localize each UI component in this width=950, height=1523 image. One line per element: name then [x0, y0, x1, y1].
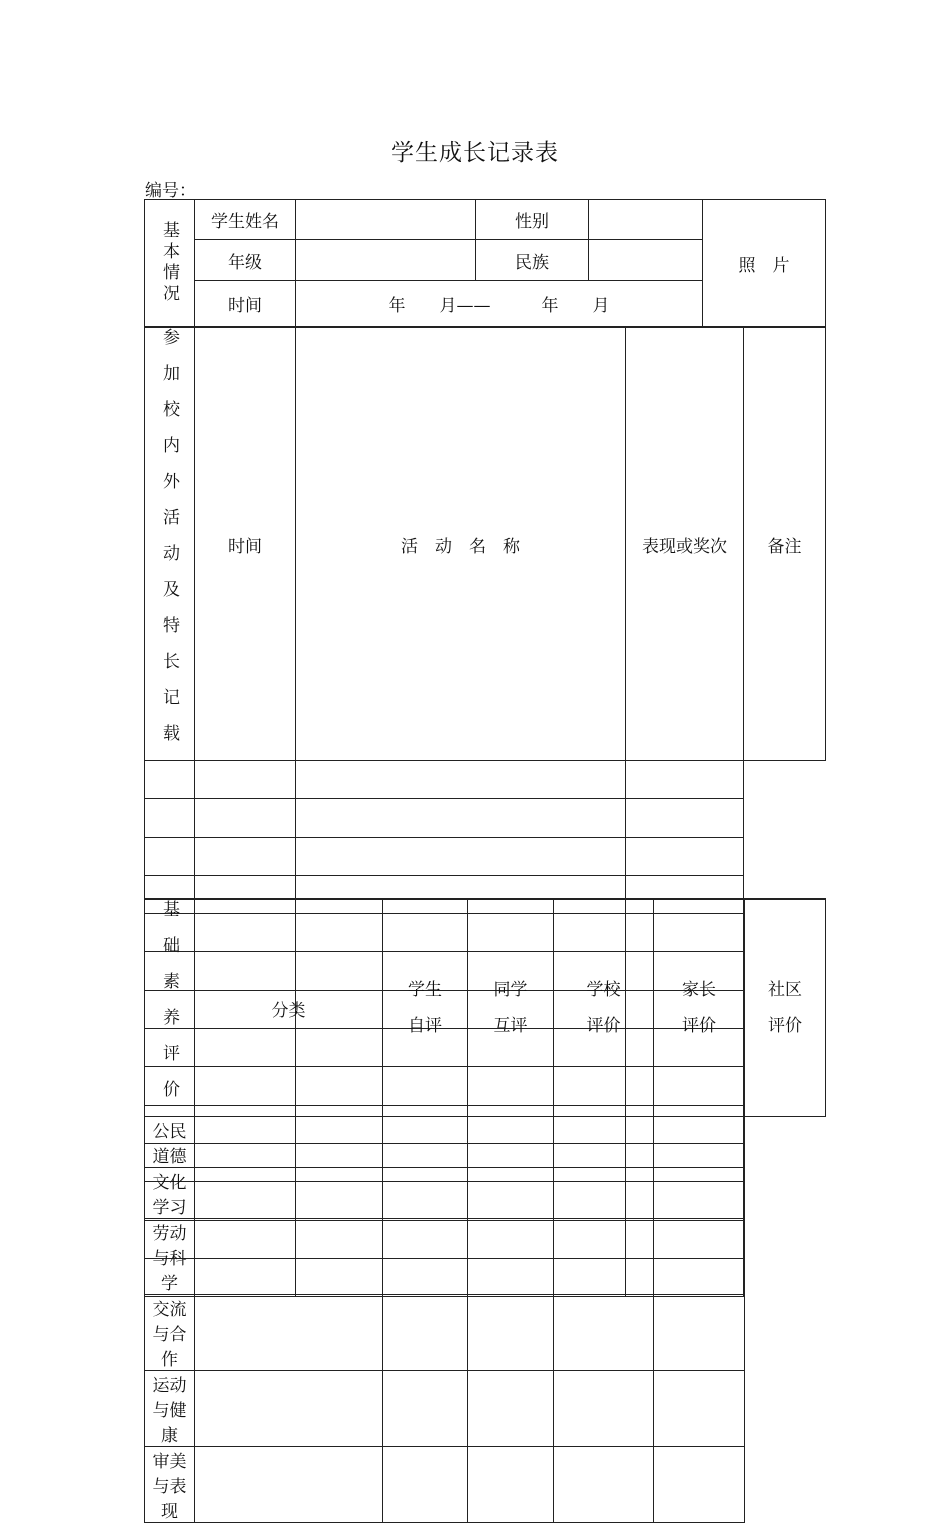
eval-header-community: 社区 评价	[745, 899, 826, 1117]
activity-row	[145, 761, 826, 799]
activity-row	[145, 799, 826, 837]
eval-cell-peer[interactable]	[383, 1295, 468, 1371]
activity-performance-cell[interactable]	[296, 761, 626, 799]
activity-name-cell[interactable]	[195, 799, 296, 837]
evaluation-category-label: 公民道德	[145, 1117, 195, 1168]
activity-time-cell[interactable]	[145, 761, 195, 799]
eval-cell-peer[interactable]	[383, 1447, 468, 1523]
activity-time-cell[interactable]	[145, 799, 195, 837]
eval-cell-community[interactable]	[654, 1295, 745, 1371]
category-header: 分类	[195, 899, 383, 1117]
eval-cell-community[interactable]	[654, 1117, 745, 1168]
eval-cell-self[interactable]	[195, 1117, 383, 1168]
grade-field[interactable]	[296, 240, 476, 281]
eval-header-peer: 同学 互评	[468, 899, 554, 1117]
eval-cell-community[interactable]	[654, 1447, 745, 1523]
evaluation-category-label: 运动与健康	[145, 1371, 195, 1447]
eval-cell-self[interactable]	[195, 1219, 383, 1295]
eval-cell-self[interactable]	[195, 1371, 383, 1447]
eval-header-parent: 家长 评价	[654, 899, 745, 1117]
eval-cell-community[interactable]	[654, 1371, 745, 1447]
activity-name-cell[interactable]	[195, 837, 296, 875]
evaluation-category-label: 劳动与科学	[145, 1219, 195, 1295]
basic-info-table	[144, 199, 826, 327]
eval-cell-school[interactable]	[468, 1371, 554, 1447]
activity-time-cell[interactable]	[145, 837, 195, 875]
activity-header-performance: 表现或奖次	[626, 327, 744, 761]
eval-cell-school[interactable]	[468, 1295, 554, 1371]
eval-cell-parent[interactable]	[554, 1447, 654, 1523]
photo-label: 照 片	[738, 255, 790, 276]
evaluation-table	[144, 898, 826, 1523]
eval-cell-parent[interactable]	[554, 1168, 654, 1219]
eval-cell-peer[interactable]	[383, 1168, 468, 1219]
eval-cell-peer[interactable]	[383, 1117, 468, 1168]
page-title: 学生成长记录表	[391, 140, 559, 166]
eval-cell-self[interactable]	[195, 1447, 383, 1523]
evaluation-category-label: 交流与合作	[145, 1295, 195, 1371]
eval-cell-parent[interactable]	[554, 1371, 654, 1447]
evaluation-row	[145, 1219, 826, 1295]
eval-cell-peer[interactable]	[383, 1371, 468, 1447]
activity-header-notes: 备注	[744, 327, 826, 761]
activity-performance-cell[interactable]	[296, 837, 626, 875]
evaluation-row	[145, 1371, 826, 1447]
evaluation-row	[145, 1295, 826, 1371]
serial-number-label: 编号：	[145, 181, 196, 201]
eval-cell-school[interactable]	[468, 1219, 554, 1295]
eval-cell-community[interactable]	[654, 1219, 745, 1295]
eval-cell-school[interactable]	[468, 1117, 554, 1168]
evaluation-category-label: 文化学习	[145, 1168, 195, 1219]
student-name-label: 学生姓名	[195, 200, 296, 240]
grade-label: 年级	[195, 240, 296, 281]
activity-performance-cell[interactable]	[296, 799, 626, 837]
eval-header-self: 学生 自评	[383, 899, 468, 1117]
eval-cell-parent[interactable]	[554, 1117, 654, 1168]
time-label: 时间	[195, 281, 296, 327]
evaluation-row	[145, 1168, 826, 1219]
activity-notes-cell[interactable]	[626, 837, 744, 875]
basic-info-section-label: 基本情况	[145, 200, 195, 327]
time-range-field[interactable]: 年 月—— 年 月	[296, 281, 703, 327]
gender-field[interactable]	[589, 200, 703, 240]
activity-row	[145, 837, 826, 875]
ethnicity-field[interactable]	[589, 240, 703, 281]
eval-cell-community[interactable]	[654, 1168, 745, 1219]
eval-cell-parent[interactable]	[554, 1219, 654, 1295]
ethnicity-label: 民族	[476, 240, 589, 281]
evaluation-category-label: 审美与表现	[145, 1447, 195, 1523]
activity-header-time: 时间	[195, 327, 296, 761]
eval-cell-self[interactable]	[195, 1168, 383, 1219]
activity-header-name: 活 动 名 称	[296, 327, 626, 761]
eval-cell-school[interactable]	[468, 1447, 554, 1523]
evaluation-row	[145, 1117, 826, 1168]
activity-notes-cell[interactable]	[626, 799, 744, 837]
gender-label: 性别	[476, 200, 589, 240]
eval-cell-school[interactable]	[468, 1168, 554, 1219]
activity-name-cell[interactable]	[195, 761, 296, 799]
evaluation-row	[145, 1447, 826, 1523]
activities-section-label: 参加校内外活动及特长记载	[145, 327, 195, 761]
evaluation-section-label: 基础素养评价	[145, 899, 195, 1117]
eval-header-school: 学校 评价	[554, 899, 654, 1117]
student-name-field[interactable]	[296, 200, 476, 240]
eval-cell-parent[interactable]	[554, 1295, 654, 1371]
eval-cell-self[interactable]	[195, 1295, 383, 1371]
photo-box[interactable]	[703, 200, 826, 327]
activity-notes-cell[interactable]	[626, 761, 744, 799]
eval-cell-peer[interactable]	[383, 1219, 468, 1295]
